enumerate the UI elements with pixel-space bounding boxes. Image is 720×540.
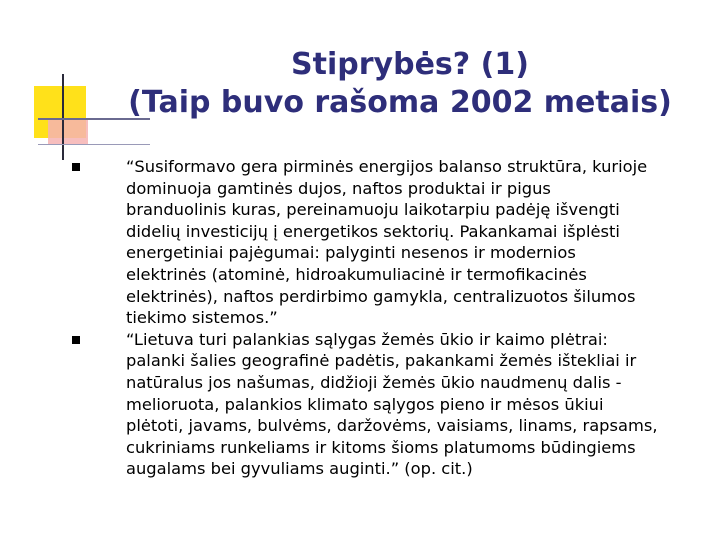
decorative-vertical-line <box>62 74 64 160</box>
slide-title-line-1: Stiprybės? (1) <box>291 47 529 82</box>
bullet-text-energy: “Susiformavo gera pirminės energijos balanso struktūra, kurioje dominuoja gamtinės dujos, naftos produktai ir pigus branduolinis kuras, pereinamuoju laikotarpiu padėję išvengti didelių investicijų į energetikos sektorių. Pakankamai išplėsti energetiniai pajėgumai: palyginti nesenos ir modernios elektrinės (atominė, hidroakumuliacinė ir termofikacinės elektrinės), naftos perdirbimo gamykla, centralizuotos šilumos tiekimo sistemos.” <box>126 157 648 328</box>
slide-title <box>100 46 700 122</box>
bullet-text-agriculture: “Lietuva turi palankias sąlygas žemės ūkio ir kaimo plėtrai: palanki šalies geografinė padėtis, pakankami žemės ištekliai ir natūralus jos našumas, didžioji žemės ūkio naudmenų dalis - melioruota, palankios klimato sąlygos pieno ir mėsos ūkiui plėtoti, javams, bulvėms, daržovėms, vaisiams, linams, rapsams, cukriniams runkeliams ir kitoms šioms platumoms būdingiems augalams bei gyvuliams auginti.” (op. cit.) <box>126 329 658 479</box>
decorative-horizontal-line-lower <box>38 144 150 145</box>
bullet-item-agriculture <box>72 329 702 480</box>
square-bullet-icon <box>72 336 80 344</box>
bullet-item-energy <box>72 156 702 329</box>
bullet-list <box>72 156 702 480</box>
decorative-pink-square <box>48 118 88 144</box>
slide-title-line-2: (Taip buvo rašoma 2002 metais) <box>128 85 672 120</box>
square-bullet-icon <box>72 163 80 171</box>
